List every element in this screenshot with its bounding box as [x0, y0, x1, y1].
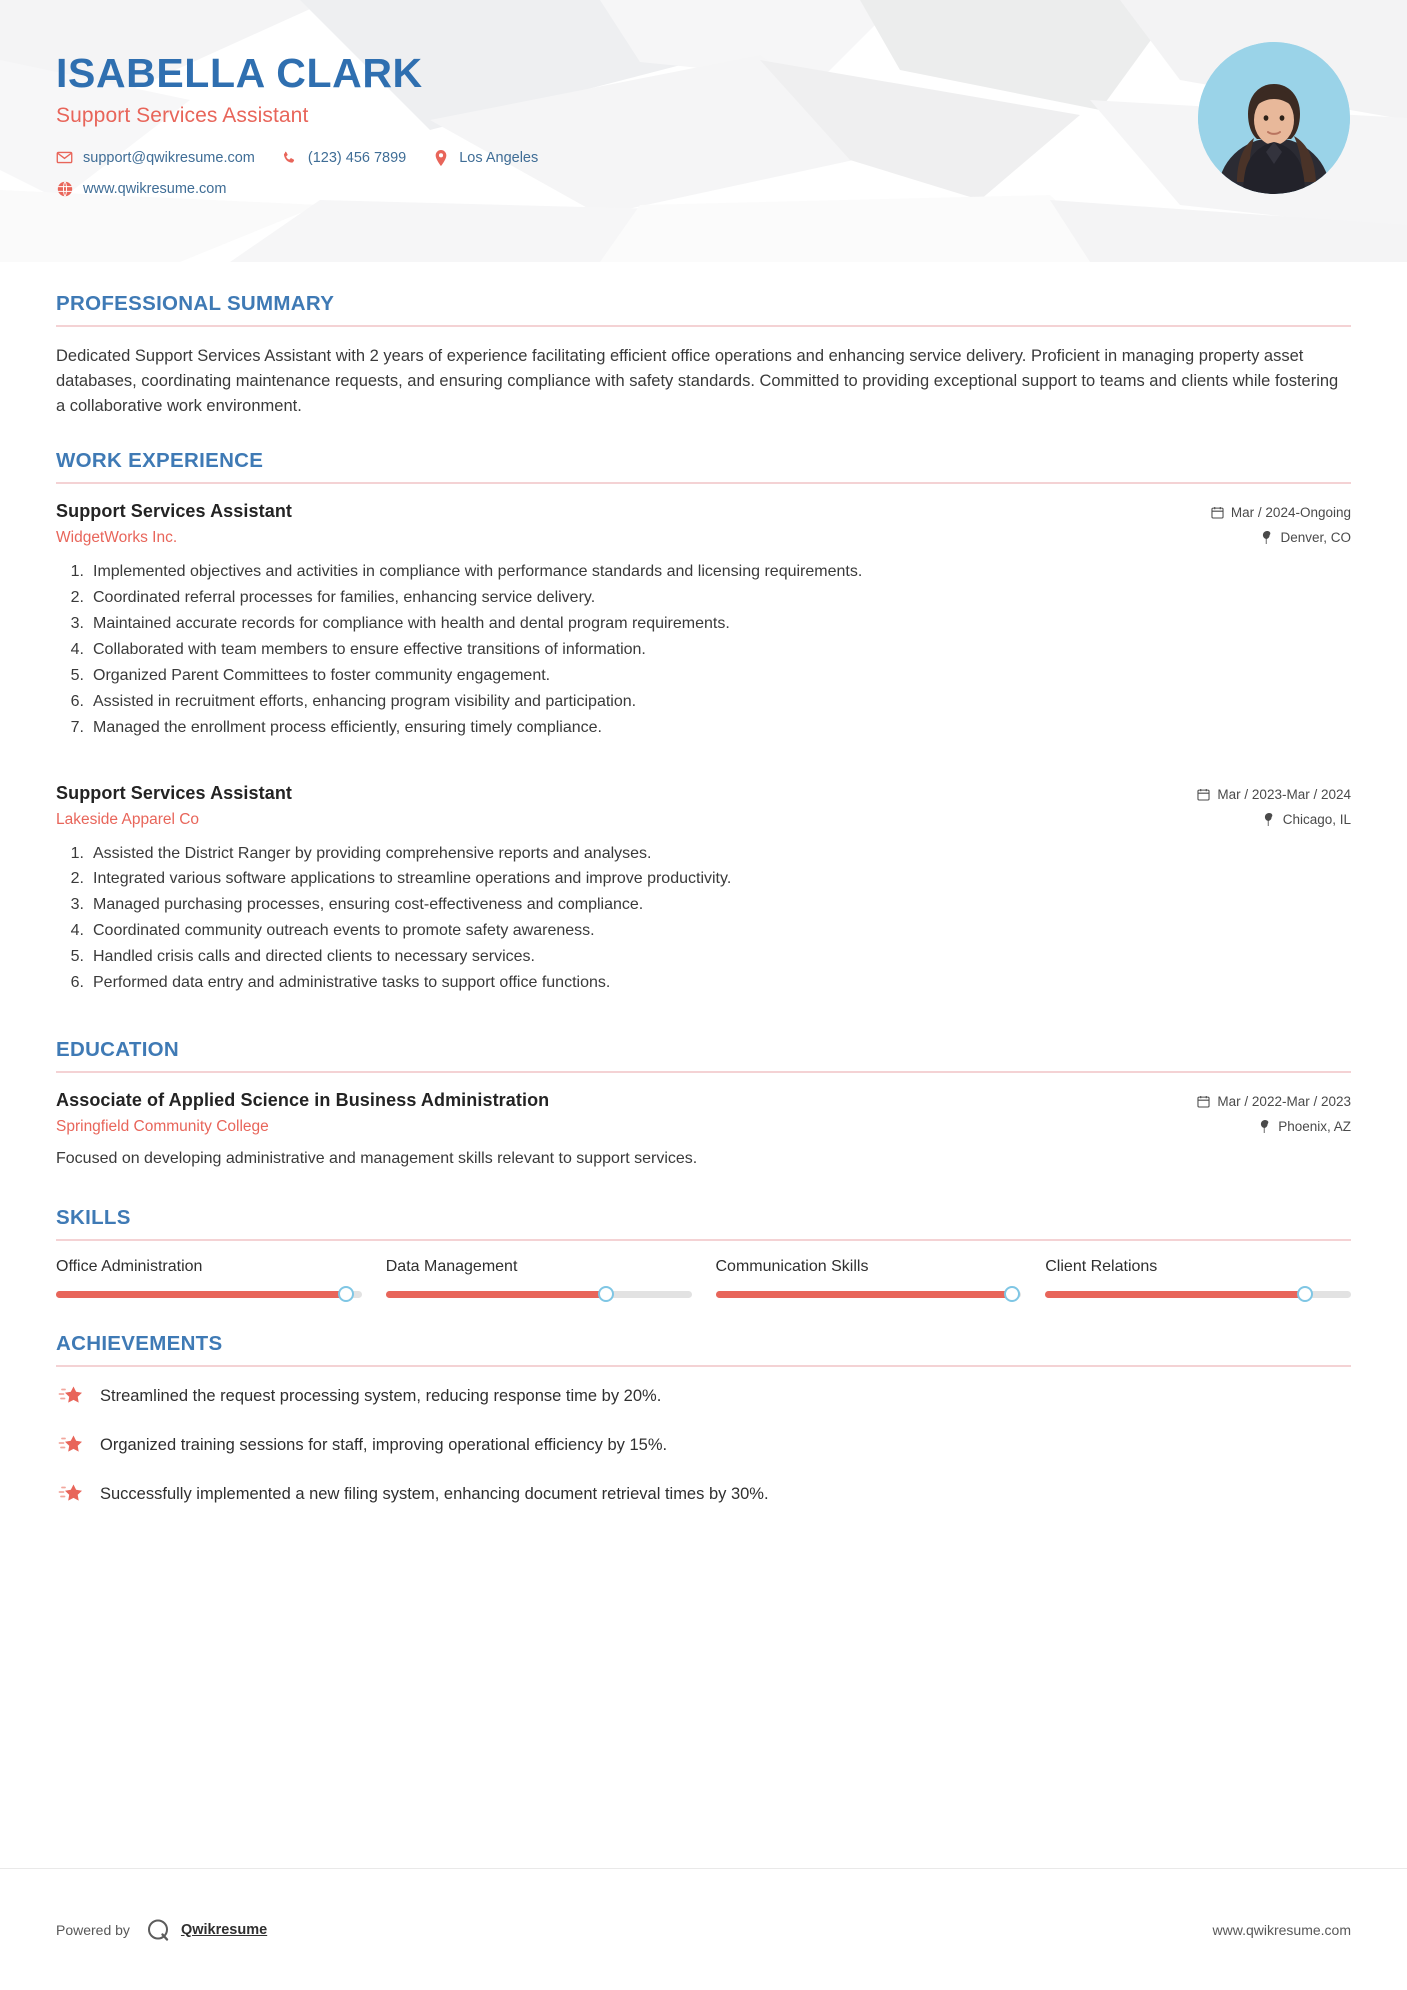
bullet-text: Performed data entry and administrative tasks to support office functions.: [93, 974, 611, 992]
skill-progress-bar: [386, 1291, 692, 1298]
achievement-text: Successfully implemented a new filing system, enhancing document retrieval times by 30%.: [100, 1485, 769, 1504]
skill-item: [56, 1258, 362, 1298]
education-description: Focused on developing administrative and management skills relevant to support services.: [56, 1150, 698, 1168]
resume-footer: [0, 1868, 1407, 1990]
skill-progress-fill: [716, 1291, 1013, 1298]
job-title: Support Services Assistant: [56, 501, 293, 522]
achievement-text: Streamlined the request processing system, reducing response time by 20%.: [100, 1387, 662, 1406]
bullet-text: Integrated various software applications to streamline operations and improve productivity.: [93, 870, 732, 888]
section-divider: [56, 1071, 1351, 1073]
bullet-number: 6.: [70, 692, 84, 710]
education-dates: [1197, 1094, 1351, 1109]
star-icon: [56, 1433, 86, 1459]
bullet-number: 3.: [70, 896, 84, 914]
location-pin-icon: [432, 149, 449, 166]
education-entry-identity: [56, 1090, 1197, 1136]
bullet-number: 5.: [70, 666, 84, 684]
section-title-skills: SKILLS: [56, 1205, 131, 1229]
summary-text: Dedicated Support Services Assistant with 2 years of experience facilitating efficient office operations and enhancing service delivery. Proficient in managing property asset databases, coordinating maintenance requests, and ensuring compliance with safety standards. Committed to providing exceptional support to teams and clients while fostering a collaborative work environment.: [56, 347, 1339, 416]
calendar-icon: [1211, 506, 1224, 519]
bullet-text: Organized Parent Committees to foster community engagement.: [93, 666, 551, 684]
bullet-text: Implemented objectives and activities in compliance with performance standards and licensing requirements.: [93, 563, 863, 581]
experience-entry: [56, 783, 1351, 996]
section-divider: [56, 482, 1351, 484]
job-location-text: Chicago, IL: [1282, 811, 1351, 827]
bullet-number: 6.: [70, 974, 84, 992]
qwikresume-logo-icon: [144, 1916, 172, 1944]
bullet-number: 4.: [70, 640, 84, 658]
location-pin-icon: [1258, 1120, 1271, 1133]
calendar-icon: [1197, 788, 1210, 801]
experience-bullet: [58, 689, 1351, 715]
section-title-education: EDUCATION: [56, 1038, 180, 1062]
experience-bullet-list: [56, 559, 1351, 740]
section-skills: [56, 1206, 1351, 1298]
education-entry-header: [56, 1090, 1351, 1136]
experience-entry-identity: [56, 783, 1197, 829]
contact-location: [432, 149, 538, 166]
skill-progress-bar: [56, 1291, 362, 1298]
company-name: Lakeside Apparel Co: [56, 810, 200, 828]
skill-label: Communication Skills: [715, 1257, 869, 1275]
achievement-text: Organized training sessions for staff, improving operational efficiency by 15%.: [100, 1436, 668, 1455]
footer-brand-link[interactable]: Qwikresume: [180, 1921, 268, 1938]
skill-progress-knob[interactable]: [598, 1286, 614, 1302]
contact-email-text: support@qwikresume.com: [83, 149, 255, 166]
section-work-experience: [56, 449, 1351, 996]
achievements-list: [56, 1384, 1351, 1508]
job-location: [1211, 530, 1351, 545]
contact-row-secondary: [56, 180, 1407, 197]
job-dates: [1211, 505, 1351, 520]
location-pin-icon: [1263, 813, 1276, 826]
experience-bullet: [58, 585, 1351, 611]
section-achievements: [56, 1332, 1351, 1508]
experience-bullet: [58, 866, 1351, 892]
skill-progress-knob[interactable]: [1004, 1286, 1020, 1302]
section-professional-summary: [56, 292, 1351, 419]
experience-bullet: [58, 637, 1351, 663]
experience-bullet: [58, 841, 1351, 867]
skill-label: Office Administration: [56, 1257, 203, 1275]
skill-progress-fill: [386, 1291, 606, 1298]
globe-icon: [56, 180, 73, 197]
star-icon: [56, 1384, 86, 1410]
profile-photo: [1198, 42, 1350, 194]
skills-list: [56, 1258, 1351, 1298]
footer-powered-by-label: Powered by: [56, 1921, 130, 1938]
bullet-text: Coordinated referral processes for families, enhancing service delivery.: [93, 589, 596, 607]
footer-branding: [56, 1916, 267, 1944]
skill-progress-bar: [1045, 1291, 1351, 1298]
bullet-number: 7.: [70, 718, 84, 736]
entry-spacer: [56, 749, 1351, 783]
experience-list: [56, 501, 1351, 996]
experience-entry: [56, 501, 1351, 740]
bullet-number: 2.: [70, 589, 84, 607]
bullet-number: 3.: [70, 615, 84, 633]
company-name: WidgetWorks Inc.: [56, 529, 178, 547]
job-dates: [1197, 787, 1351, 802]
section-title-achievements: ACHIEVEMENTS: [56, 1331, 223, 1355]
bullet-number: 2.: [70, 870, 84, 888]
contact-website-text: www.qwikresume.com: [83, 180, 227, 197]
experience-bullet: [58, 892, 1351, 918]
achievement-item: [56, 1433, 1351, 1459]
contact-location-text: Los Angeles: [459, 149, 539, 166]
skill-label: Data Management: [385, 1257, 518, 1275]
experience-bullet: [58, 715, 1351, 741]
skill-item: [716, 1258, 1022, 1298]
bullet-number: 5.: [70, 948, 84, 966]
degree-title: Associate of Applied Science in Business Administration: [56, 1090, 550, 1111]
bullet-number: 1.: [70, 563, 84, 581]
education-dates-text: Mar / 2022-Mar / 2023: [1217, 1094, 1351, 1110]
experience-bullet: [58, 559, 1351, 585]
job-dates-text: Mar / 2023-Mar / 2024: [1217, 786, 1351, 802]
experience-entry-header: [56, 783, 1351, 829]
school-name: Springfield Community College: [56, 1118, 269, 1136]
education-entry: [56, 1090, 1351, 1172]
experience-entry-meta: [1197, 783, 1351, 827]
skill-progress-bar: [716, 1291, 1022, 1298]
star-icon: [56, 1482, 86, 1508]
skill-label: Client Relations: [1045, 1257, 1158, 1275]
skill-progress-knob[interactable]: [1297, 1286, 1313, 1302]
experience-bullet-list: [56, 841, 1351, 996]
achievement-item: [56, 1482, 1351, 1508]
section-title-summary: PROFESSIONAL SUMMARY: [56, 292, 335, 315]
job-dates-text: Mar / 2024-Ongoing: [1230, 505, 1351, 521]
experience-entry-header: [56, 501, 1351, 547]
skill-item: [386, 1258, 692, 1298]
job-location-text: Denver, CO: [1280, 530, 1351, 546]
candidate-role: Support Services Assistant: [56, 104, 309, 128]
resume-header: [0, 0, 1407, 262]
section-divider: [56, 1365, 1351, 1367]
contact-email[interactable]: [56, 149, 255, 166]
contact-phone-text: (123) 456 7899: [307, 149, 407, 166]
experience-bullet: [58, 611, 1351, 637]
footer-website[interactable]: www.qwikresume.com: [1212, 1921, 1351, 1938]
bullet-text: Handled crisis calls and directed clients to necessary services.: [93, 948, 535, 966]
skill-progress-fill: [1045, 1291, 1305, 1298]
experience-bullet: [58, 970, 1351, 996]
experience-entry-meta: [1211, 501, 1351, 545]
skill-item: [1045, 1258, 1351, 1298]
education-entry-meta: [1197, 1090, 1351, 1134]
contact-details: [56, 149, 1407, 197]
experience-bullet: [58, 944, 1351, 970]
section-divider: [56, 1239, 1351, 1241]
bullet-number: 1.: [70, 844, 84, 862]
job-title: Support Services Assistant: [56, 782, 293, 803]
job-location: [1197, 812, 1351, 827]
education-location-text: Phoenix, AZ: [1278, 1119, 1351, 1135]
section-divider: [56, 325, 1351, 327]
bullet-number: 4.: [70, 922, 84, 940]
skill-progress-fill: [56, 1291, 346, 1298]
email-icon: [56, 149, 73, 166]
bullet-text: Coordinated community outreach events to promote safety awareness.: [93, 922, 595, 940]
bullet-text: Maintained accurate records for compliance with health and dental program requirements.: [93, 615, 730, 633]
education-list: [56, 1090, 1351, 1172]
experience-bullet: [58, 918, 1351, 944]
calendar-icon: [1197, 1095, 1210, 1108]
bullet-text: Assisted in recruitment efforts, enhancing program visibility and participation.: [93, 692, 637, 710]
candidate-name: ISABELLA CLARK: [56, 50, 423, 96]
achievement-item: [56, 1384, 1351, 1410]
section-education: [56, 1038, 1351, 1172]
skill-progress-knob[interactable]: [338, 1286, 354, 1302]
bullet-text: Managed the enrollment process efficiently, ensuring timely compliance.: [93, 718, 602, 736]
bullet-text: Assisted the District Ranger by providing comprehensive reports and analyses.: [93, 844, 652, 862]
bullet-text: Managed purchasing processes, ensuring cost-effectiveness and compliance.: [93, 896, 644, 914]
contact-website[interactable]: [56, 180, 226, 197]
contact-row-primary: [56, 149, 1407, 166]
education-location: [1197, 1119, 1351, 1134]
experience-bullet: [58, 663, 1351, 689]
section-title-experience: WORK EXPERIENCE: [56, 449, 264, 473]
experience-entry-identity: [56, 501, 1211, 547]
phone-icon: [281, 149, 298, 166]
bullet-text: Collaborated with team members to ensure effective transitions of information.: [93, 640, 646, 658]
location-pin-icon: [1260, 531, 1273, 544]
contact-phone[interactable]: [281, 149, 406, 166]
